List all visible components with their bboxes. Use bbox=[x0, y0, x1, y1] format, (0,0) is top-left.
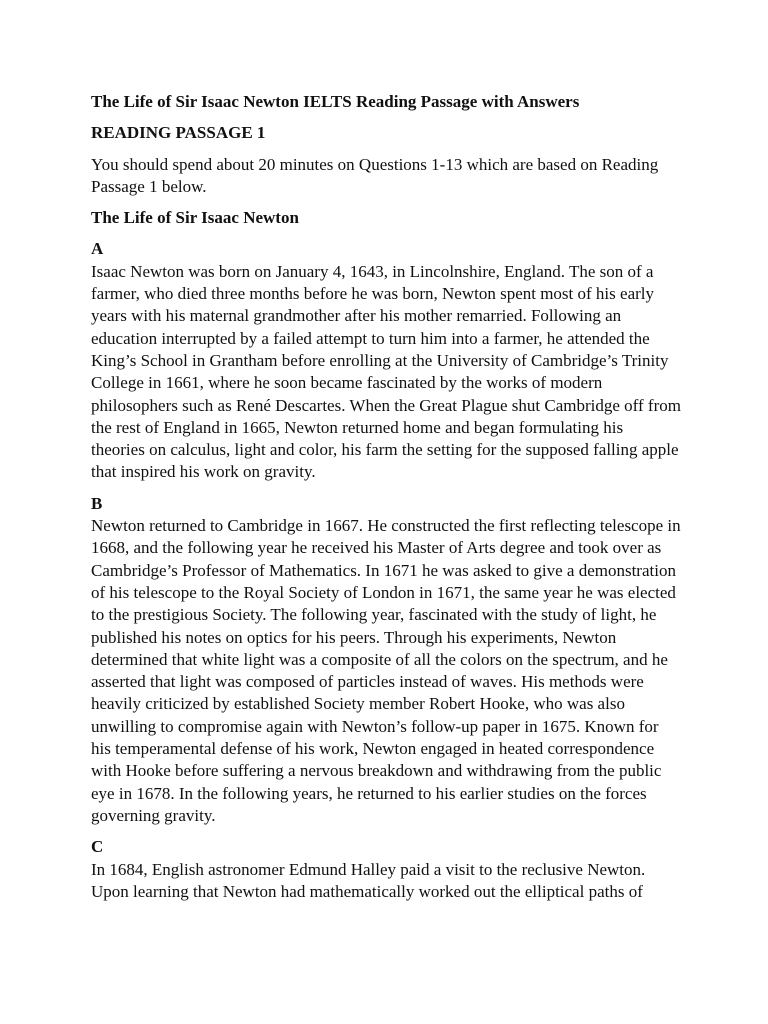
section-letter: C bbox=[91, 837, 104, 857]
passage-title: The Life of Sir Isaac Newton bbox=[91, 208, 299, 228]
section-paragraph: In 1684, English astronomer Edmund Halley paid a visit to the reclusive Newton. Upon learning that Newton had mathematically worked out the elliptical paths of bbox=[91, 859, 646, 901]
section-paragraph: Isaac Newton was born on January 4, 1643, in Lincolnshire, England. The son of a farmer, who died three months before he was born, Newton spent most of his early years with his maternal grandmother after his mother remarried. Following an education interrupted by a failed attempt to turn him into a farmer, he attended the King’s School in Grantham before enrolling at the University of Cambridge’s Trinity College in 1661, where he soon became fascinated by the works of modern philosophers such as René Descartes. When the Great Plague shut Cambridge off from the rest of England in 1665, Newton returned home and began formulating his theories on calculus, light and color, his farm the setting for the supposed falling apple that inspired his work on gravity. bbox=[91, 261, 681, 482]
section-letter: A bbox=[91, 239, 104, 259]
document-page bbox=[91, 91, 681, 912]
section-letter: B bbox=[91, 493, 103, 513]
document-title: The Life of Sir Isaac Newton IELTS Reading Passage with Answers bbox=[91, 92, 580, 111]
section-a bbox=[91, 238, 681, 483]
passage-heading: READING PASSAGE 1 bbox=[91, 123, 266, 143]
section-paragraph: Newton returned to Cambridge in 1667. He constructed the first reflecting telescope in 1668, and the following year he received his Master of Arts degree and took over as Cambridge’s Professor of Mathematics. In 1671 he was asked to give a demonstration of his telescope to the Royal Society of London in 1671, the same year he was elected to the prestigious Society. The following year, fascinated with the study of light, he published his notes on optics for his peers. Through his experiments, Newton determined that white light was a composite of all the colors on the spectrum, and he asserted that light was composed of particles instead of waves. His methods were heavily criticized by established Society member Robert Hooke, who was also unwilling to compromise again with Newton’s follow-up paper in 1675. Known for his temperamental defense of his work, Newton engaged in heated correspondence with Hooke before suffering a nervous breakdown and withdrawing from the public eye in 1678. In the following years, he returned to his earlier studies on the forces governing gravity. bbox=[91, 516, 681, 825]
instruction-text: You should spend about 20 minutes on Questions 1-13 which are based on Reading Passage 1 below. bbox=[91, 154, 659, 196]
section-b bbox=[91, 493, 681, 827]
section-c bbox=[91, 836, 681, 903]
